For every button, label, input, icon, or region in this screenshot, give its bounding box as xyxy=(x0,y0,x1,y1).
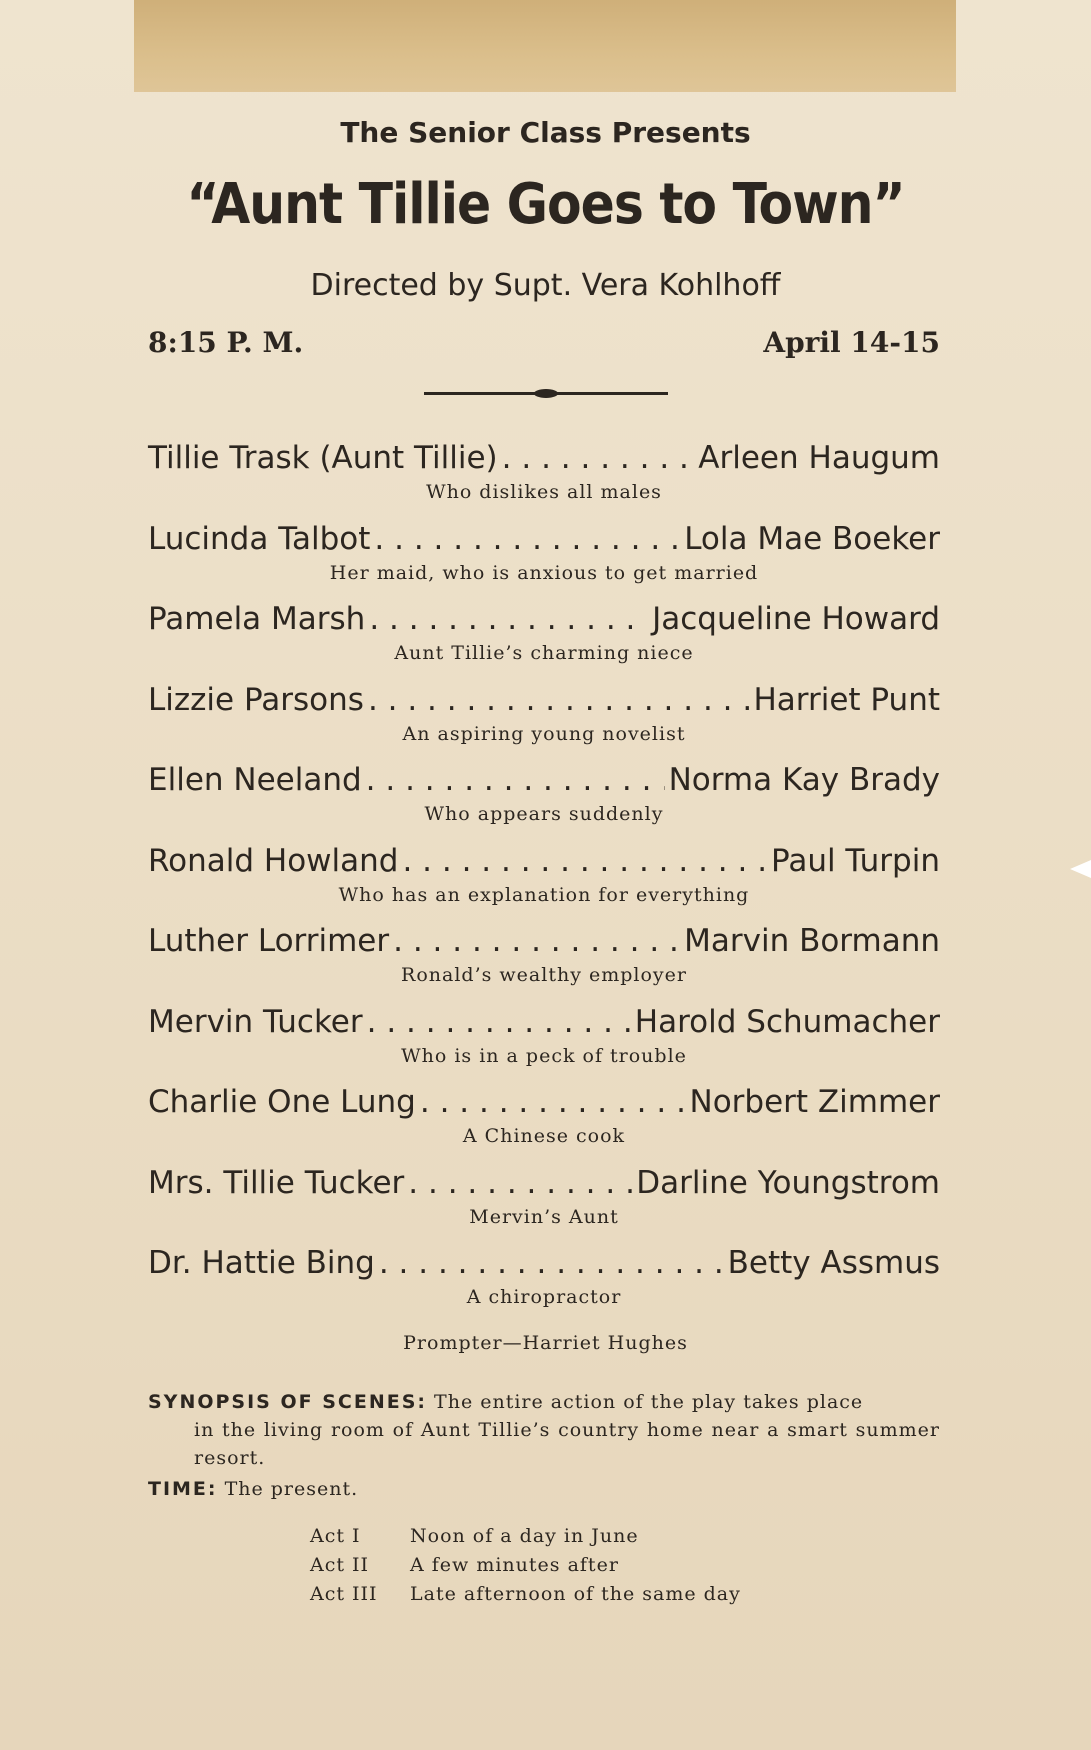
role-description: Who appears suddenly xyxy=(424,803,664,825)
actor-name: Harriet Punt xyxy=(753,681,940,718)
cast-entry xyxy=(148,1165,940,1246)
synopsis-label: SYNOPSIS OF SCENES: xyxy=(148,1391,427,1413)
act-row xyxy=(310,1554,741,1583)
time-text: The present. xyxy=(224,1478,359,1500)
time-date-row xyxy=(148,326,940,359)
role-name: Lucinda Talbot xyxy=(148,520,371,557)
actor-name: Marvin Bormann xyxy=(684,923,940,959)
role-name: Mervin Tucker xyxy=(148,1003,363,1040)
cast-entry xyxy=(148,682,940,763)
cast-entry xyxy=(148,843,940,924)
cast-entry xyxy=(148,923,940,1004)
role-description: Ronald’s wealthy employer xyxy=(401,964,687,986)
show-date: April 14-15 xyxy=(763,326,940,359)
role-description: Who has an explanation for everything xyxy=(338,883,750,906)
act-name: Act III xyxy=(310,1583,378,1605)
act-description: Late afternoon of the same day xyxy=(410,1583,741,1605)
act-description: A few minutes after xyxy=(410,1554,619,1576)
role-name: Lizzie Parsons xyxy=(148,681,364,718)
time-section xyxy=(148,1478,358,1500)
role-description: Who is in a peck of trouble xyxy=(401,1044,687,1067)
actor-name: Lola Mae Boeker xyxy=(684,520,940,557)
act-name: Act II xyxy=(310,1554,370,1576)
role-name: Luther Lorrimer xyxy=(148,923,390,959)
role-name: Pamela Marsh xyxy=(148,601,366,637)
synopsis-text-1: The entire action of the play takes place xyxy=(434,1391,864,1413)
role-description: Who dislikes all males xyxy=(426,481,662,503)
act-row xyxy=(310,1583,741,1612)
role-name: Dr. Hattie Bing xyxy=(148,1245,375,1281)
actor-name: Paul Turpin xyxy=(771,842,940,879)
act-row xyxy=(310,1525,741,1554)
role-description: Mervin’s Aunt xyxy=(469,1205,619,1228)
cast-entry xyxy=(148,1245,940,1326)
cast-entry xyxy=(148,601,940,682)
actor-name: Darline Youngstrom xyxy=(636,1164,940,1201)
synopsis-section xyxy=(148,1388,940,1472)
role-name: Mrs. Tillie Tucker xyxy=(148,1164,405,1201)
role-description: A chiropractor xyxy=(466,1286,622,1308)
cast-entry xyxy=(148,762,940,843)
role-description: A Chinese cook xyxy=(462,1125,626,1147)
actor-name: Norbert Zimmer xyxy=(689,1084,940,1120)
actor-name: Jacqueline Howard xyxy=(652,601,940,637)
presents-heading: The Senior Class Presents xyxy=(340,116,751,149)
cast-entry xyxy=(148,1084,940,1165)
act-description: Noon of a day in June xyxy=(410,1525,639,1547)
paper-tear xyxy=(1070,860,1091,878)
ornamental-divider xyxy=(424,392,668,395)
show-time: 8:15 P. M. xyxy=(148,326,304,359)
role-name: Tillie Trask (Aunt Tillie) xyxy=(148,440,498,476)
acts-list xyxy=(310,1525,741,1612)
role-description: Aunt Tillie’s charming niece xyxy=(394,642,694,664)
role-name: Ellen Neeland xyxy=(148,762,362,798)
cast-entry xyxy=(148,521,940,602)
actor-name: Norma Kay Brady xyxy=(668,762,940,798)
prompter-line: Prompter—Harriet Hughes xyxy=(403,1332,688,1354)
role-description: An aspiring young novelist xyxy=(402,722,686,745)
time-label: TIME: xyxy=(148,1478,218,1500)
tape-strip xyxy=(134,0,956,92)
director-line: Directed by Supt. Vera Kohlhoff xyxy=(310,268,781,303)
cast-entry xyxy=(148,1004,940,1085)
role-description: Her maid, who is anxious to get married xyxy=(329,561,759,584)
cast-entry xyxy=(148,440,940,521)
synopsis-text-2: in the living room of Aunt Tillie’s country home near a smart summer resort. xyxy=(194,1419,940,1469)
act-name: Act I xyxy=(310,1525,361,1547)
actor-name: Betty Assmus xyxy=(727,1245,940,1281)
play-title: “Aunt Tillie Goes to Town” xyxy=(186,172,905,237)
role-name: Charlie One Lung xyxy=(148,1084,416,1120)
actor-name: Harold Schumacher xyxy=(634,1003,940,1040)
actor-name: Arleen Haugum xyxy=(698,440,940,476)
cast-list xyxy=(148,440,940,1326)
role-name: Ronald Howland xyxy=(148,842,399,879)
